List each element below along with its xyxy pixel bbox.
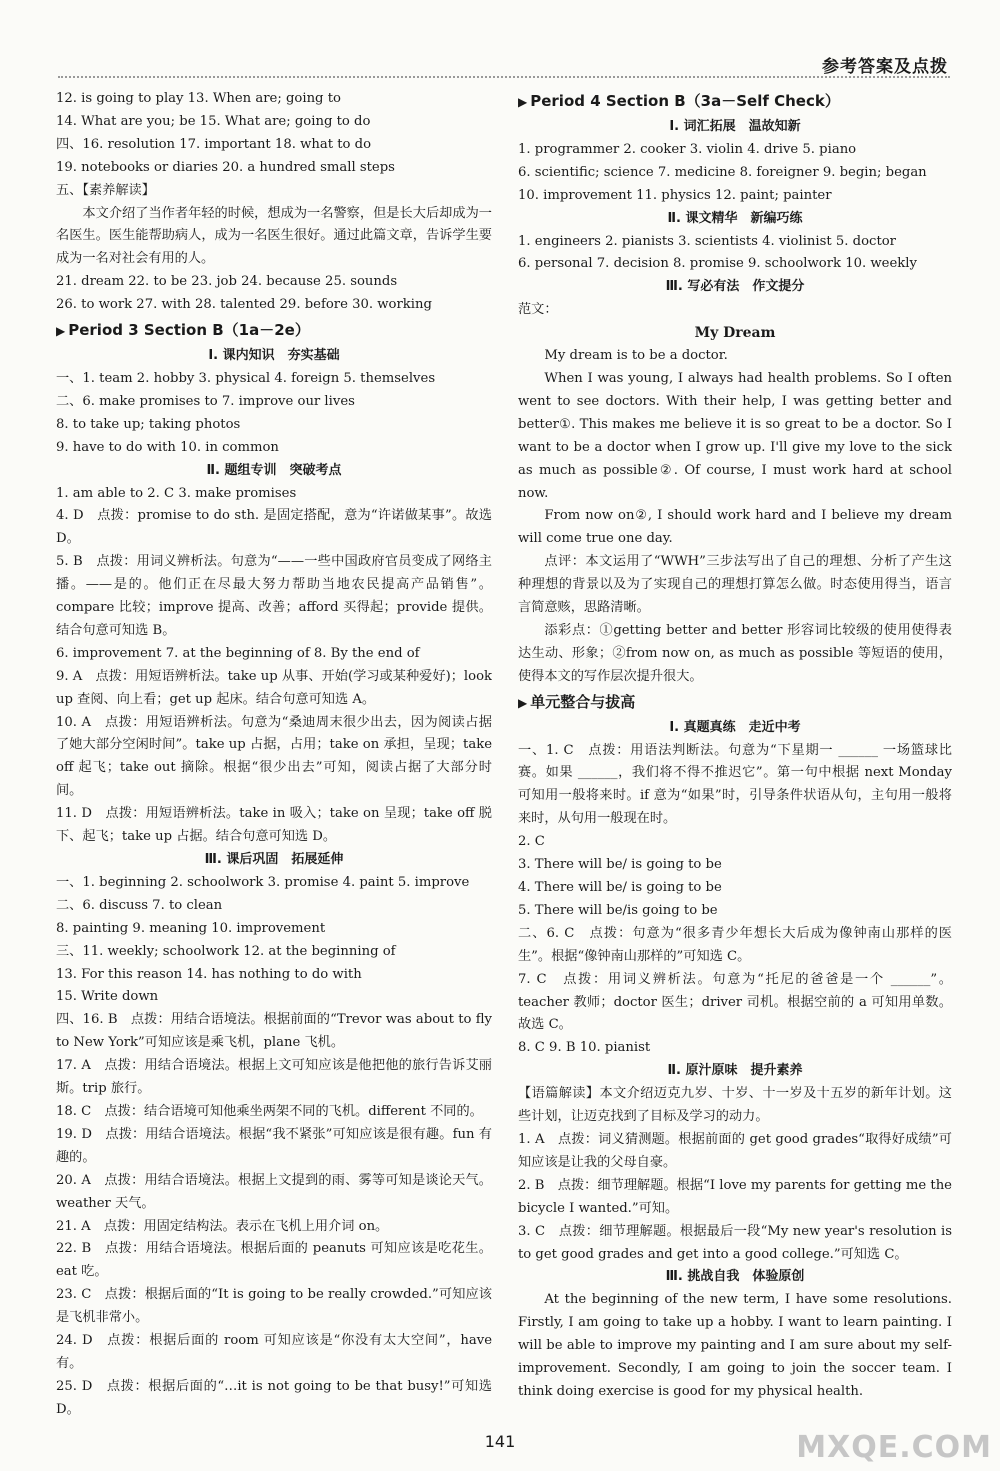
answer-paragraph: 5. B 点拨：用词义辨析法。句意为“——一些中国政府官员变成了网络主播。——是的。他们正在尽最大努力帮助当地农民提高产品销售”。compare 比较；improve 提高、改善；afford 买得起；provide 提供。结合句意可知选 B。 bbox=[56, 554, 492, 638]
answer-line: 范文： bbox=[518, 302, 558, 318]
answer-line: 二、6. make promises to 7. improve our lives bbox=[56, 393, 355, 409]
answer-paragraph: 一、1. C 点拨：用语法判断法。句意为“下星期一 ______ 一场篮球比赛。如果 ______，我们将不得不推迟它”。第一句中根据 next Monday 可知用一般将来时。if 意为“如果”时，引导条件状语从句，主句用一般将来时，从句用一般现在时。 bbox=[518, 742, 952, 827]
answer-paragraph: 四、16. B 点拨：用结合语境法。根据前面的“Trevor was about to fly to New York”可知应该是乘飞机，plane 飞机。 bbox=[56, 1012, 492, 1051]
answer-paragraph: At the beginning of the new term, I have some resolutions. Firstly, I am going to take up a hobby. I want to learn painting. I will be able to improve my painting and I am sure about my self-improvement. Secondly, I am going to join the soccer team. I think doing exercise is good for my physical health. bbox=[518, 1292, 952, 1399]
answer-line: 8. to take up; taking photos bbox=[56, 416, 241, 432]
answer-paragraph: When I was young, I always had health problems. So I often went to see doctors. With their help, I was getting better and better①. This makes me believe it is so great to be a doctor. So I want to be a doctor when I grow up. I'll give my love to the sick as much as possible②. Of course, I must work hard at school now. bbox=[518, 370, 952, 501]
answer-paragraph: 25. D 点拨：根据后面的“…it is not going to be that busy!”可知选 D。 bbox=[56, 1378, 492, 1417]
answer-line: 五、【素养解读】 bbox=[56, 182, 155, 198]
answer-paragraph: 【语篇解读】本文介绍迈克九岁、十岁、十一岁及十五岁的新年计划。这些计划，让迈克找到了目标及学习的动力。 bbox=[518, 1086, 952, 1125]
answer-line: 5. There will be/is going to be bbox=[518, 902, 718, 918]
answer-paragraph: 11. D 点拨：用短语辨析法。take in 吸入；take on 呈现；take off 脱下、起飞；take up 占据。结合句意可知选 D。 bbox=[56, 806, 492, 845]
page-number: 141 bbox=[484, 1432, 516, 1451]
answer-paragraph: 10. A 点拨：用短语辨析法。句意为“桑迪周末很少出去，因为阅读占据了她大部分空闲时间”。take up 占据，占用；take on 承担，呈现；take off 起飞；take out 摘除。根据“很少出去”可知，阅读占据了大部分时间。 bbox=[56, 714, 492, 799]
subsection-heading: Ⅱ. 课文精华 新编巧练 bbox=[667, 210, 803, 226]
answer-paragraph: 本文介绍了当作者年轻的时候，想成为一名警察，但是长大后却成为一名医生。医生能帮助病人，成为一名医生很好。通过此篇文章，告诉学生要成为一名对社会有用的人。 bbox=[56, 205, 492, 267]
section-heading bbox=[56, 317, 492, 345]
answer-paragraph: 二、6. C 点拨：句意为“很多青少年想长大后成为像钟南山那样的医生”。根据“像钟南山那样的”可知选 C。 bbox=[518, 925, 952, 964]
answer-line: 26. to work 27. with 28. talented 29. before 30. working bbox=[56, 297, 432, 313]
answer-paragraph: 2. B 点拨：细节理解题。根据“I love my parents for getting me the bicycle I wanted.”可知。 bbox=[518, 1177, 952, 1216]
answer-paragraph: 9. A 点拨：用短语辨析法。take up 从事、开始(学习或某种爱好)；look up 查阅、向上看；get up 起床。结合句意可知选 A。 bbox=[56, 668, 492, 707]
answer-line: 6. improvement 7. at the beginning of 8. By the end of bbox=[56, 645, 420, 661]
answer-paragraph: 1. A 点拨：词义猜测题。根据前面的 get good grades“取得好成绩”可知应该是让我的父母自豪。 bbox=[518, 1131, 952, 1170]
answer-line: 13. For this reason 14. has nothing to do with bbox=[56, 966, 362, 982]
answer-paragraph: 4. D 点拨：promise to do sth. 是固定搭配，意为“许诺做某事”。故选 D。 bbox=[56, 508, 492, 547]
answer-paragraph: 3. C 点拨：细节理解题。根据最后一段“My new year's resolution is to get good grades and get into a good college.”可知选 C。 bbox=[518, 1223, 952, 1262]
answer-paragraph: 17. A 点拨：用结合语境法。根据上文可知应该是他把他的旅行告诉艾丽斯。trip 旅行。 bbox=[56, 1058, 492, 1097]
answer-line: 2. C bbox=[518, 834, 545, 850]
answer-line: 15. Write down bbox=[56, 989, 159, 1005]
subsection-heading: Ⅲ. 写必有法 作文提分 bbox=[665, 279, 805, 295]
answer-paragraph: 18. C 点拨：结合语境可知他乘坐两架不同的飞机。different 不同的。 bbox=[56, 1103, 483, 1119]
answer-line: 14. What are you; be 15. What are; going to do bbox=[56, 113, 371, 129]
right-column bbox=[518, 88, 952, 1404]
subsection-heading: Ⅱ. 题组专训 突破考点 bbox=[206, 462, 342, 478]
answer-line: 1. am able to 2. C 3. make promises bbox=[56, 485, 297, 501]
answer-line: 19. notebooks or diaries 20. a hundred small steps bbox=[56, 159, 395, 175]
triangle-icon: ▶ bbox=[518, 95, 528, 109]
answer-line: 一、1. team 2. hobby 3. physical 4. foreign 5. themselves bbox=[56, 370, 436, 386]
answer-line: 二、6. discuss 7. to clean bbox=[56, 897, 223, 913]
header-divider bbox=[58, 76, 950, 78]
answer-paragraph: 点评：本文运用了“WWH”三步法写出了自己的理想、分析了产生这种理想的背景以及为了实现自己的理想打算怎么做。时态使用得当，语言言简意赅，思路清晰。 bbox=[518, 554, 952, 616]
essay-title: My Dream bbox=[694, 325, 776, 342]
answer-line: 三、11. weekly; schoolwork 12. at the beginning of bbox=[56, 943, 396, 959]
section-heading bbox=[518, 88, 952, 116]
subsection-heading: Ⅰ. 词汇拓展 温故知新 bbox=[669, 119, 801, 134]
answer-line: 1. programmer 2. cooker 3. violin 4. drive 5. piano bbox=[518, 141, 857, 157]
answer-paragraph: 24. D 点拨：根据后面的 room 可知应该是“你没有太大空间”，have 有。 bbox=[56, 1333, 492, 1371]
answer-line: 8. painting 9. meaning 10. improvement bbox=[56, 920, 326, 936]
answer-line: 12. is going to play 13. When are; going to bbox=[56, 91, 341, 106]
answer-line: 1. engineers 2. pianists 3. scientists 4. violinist 5. doctor bbox=[518, 233, 896, 249]
answer-paragraph: 20. A 点拨：用结合语境法。根据上文提到的雨、雾等可知是谈论天气。weather 天气。 bbox=[56, 1172, 492, 1211]
triangle-icon: ▶ bbox=[56, 324, 66, 339]
answer-line: 四、16. resolution 17. important 18. what to do bbox=[56, 136, 372, 152]
answer-line: 21. A 点拨：用固定结构法。表示在飞机上用介词 on。 bbox=[56, 1218, 389, 1234]
watermark-logo: MXQE.COM bbox=[796, 1430, 992, 1465]
answer-paragraph: 22. B 点拨：用结合语境法。根据后面的 peanuts 可知应该是吃花生。eat 吃。 bbox=[56, 1241, 492, 1280]
answer-paragraph: 23. C 点拨：根据后面的“It is going to be really crowded.”可知应该是飞机非常小。 bbox=[56, 1287, 492, 1326]
subsection-heading: Ⅰ. 真题真练 走近中考 bbox=[669, 719, 801, 735]
answer-line: 3. There will be/ is going to be bbox=[518, 857, 722, 873]
answer-paragraph: 19. D 点拨：用结合语境法。根据“我不紧张”可知应该是很有趣。fun 有趣的。 bbox=[56, 1126, 492, 1165]
answer-line: 21. dream 22. to be 23. job 24. because 25. sounds bbox=[56, 274, 398, 290]
answer-line: 8. C 9. B 10. pianist bbox=[518, 1040, 651, 1056]
answer-paragraph: 添彩点：①getting better and better 形容词比较级的使用使得表达生动、形象；②from now on, as much as possible 等短语的使用，使得本文的写作层次提升很大。 bbox=[518, 622, 952, 684]
answer-line: 9. have to do with 10. in common bbox=[56, 439, 279, 455]
answer-line: 一、1. beginning 2. schoolwork 3. promise 4. paint 5. improve bbox=[56, 874, 470, 890]
answer-paragraph: From now on②, I should work hard and I believe my dream will come true one day. bbox=[518, 508, 952, 547]
answer-line: 6. scientific; science 7. medicine 8. foreigner 9. begin; began bbox=[518, 164, 927, 180]
answer-line: 4. There will be/ is going to be bbox=[518, 880, 722, 895]
triangle-icon: ▶ bbox=[518, 695, 528, 710]
section-heading-text: Period 4 Section B（3a－Self Check） bbox=[530, 92, 840, 110]
subsection-heading: Ⅰ. 课内知识 夯实基础 bbox=[208, 348, 340, 364]
section-heading-text: 单元整合与拔高 bbox=[530, 692, 636, 711]
answer-line: 6. personal 7. decision 8. promise 9. schoolwork 10. weekly bbox=[518, 256, 917, 272]
left-column bbox=[56, 88, 492, 1422]
answer-paragraph: 7. C 点拨：用词义辨析法。句意为“托尼的爸爸是一个 ______”。teacher 教师；doctor 医生；driver 司机。根据空前的 a 可知用单数。故选 C。 bbox=[518, 971, 952, 1033]
section-heading bbox=[518, 689, 952, 717]
section-heading-text: Period 3 Section B（1a－2e） bbox=[68, 321, 310, 340]
page-header-title: 参考答案及点拨 bbox=[822, 57, 948, 77]
answer-line: 10. improvement 11. physics 12. paint; painter bbox=[518, 187, 832, 203]
subsection-heading: Ⅲ. 课后巩固 拓展延伸 bbox=[204, 852, 344, 867]
subsection-heading: Ⅲ. 挑战自我 体验原创 bbox=[665, 1269, 805, 1285]
subsection-heading: Ⅱ. 原汁原味 提升素养 bbox=[667, 1063, 803, 1079]
answer-line: My dream is to be a doctor. bbox=[544, 348, 728, 364]
